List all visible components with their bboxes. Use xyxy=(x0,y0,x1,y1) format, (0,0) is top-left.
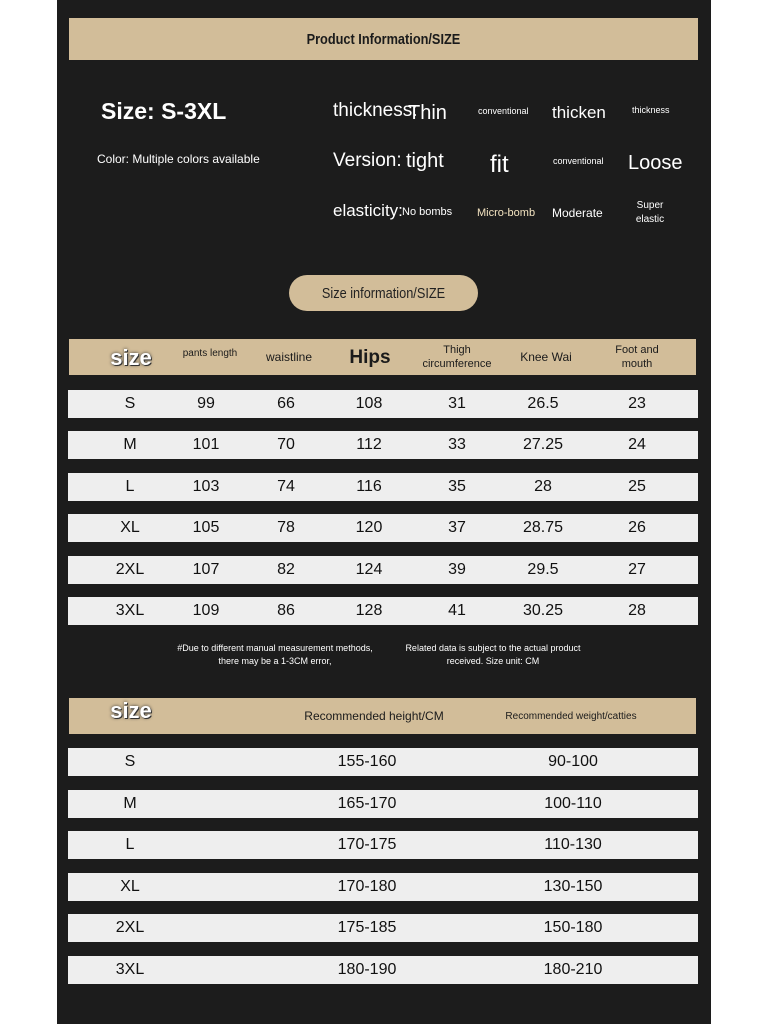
version-option-tight: tight xyxy=(406,150,444,172)
cell-hips: 108 xyxy=(355,395,383,412)
cell-size: L xyxy=(125,836,135,853)
cell-weight: 130-150 xyxy=(543,878,603,895)
cell-knee: 26.5 xyxy=(527,395,559,412)
cell-size: 2XL xyxy=(115,919,145,936)
cell-height: 170-175 xyxy=(337,836,397,853)
cell-size: XL xyxy=(120,878,140,895)
cell-hips: 116 xyxy=(356,478,382,495)
cell-foot-mouth: 25 xyxy=(628,478,646,495)
elasticity-label: elasticity: xyxy=(333,201,403,220)
cell-knee: 28.75 xyxy=(522,519,564,536)
thickness-option-thickness: thickness xyxy=(632,105,670,115)
cell-size: S xyxy=(124,753,136,770)
cell-size: 3XL xyxy=(115,602,145,619)
cell-thigh: 33 xyxy=(448,436,466,453)
cell-pants-length: 107 xyxy=(192,561,220,578)
cell-size: S xyxy=(124,395,136,412)
cell-waistline: 78 xyxy=(277,519,295,536)
measurement-note: #Due to different manual measurement methods, there may be a 1-3CM error, xyxy=(177,643,373,666)
table-row xyxy=(68,390,698,418)
header-size: size xyxy=(110,344,152,370)
cell-foot-mouth: 24 xyxy=(628,436,646,453)
elasticity-option-super-elastic: Super elastic xyxy=(635,200,665,225)
cell-knee: 29.5 xyxy=(527,561,559,578)
cell-thigh: 41 xyxy=(448,602,466,619)
cell-pants-length: 109 xyxy=(192,602,220,619)
size-info-pill xyxy=(289,275,478,311)
cell-weight: 90-100 xyxy=(548,753,598,770)
cell-size: XL xyxy=(120,519,140,536)
header-knee-wai: Knee Wai xyxy=(520,349,572,364)
elasticity-option-no-bombs: No bombs xyxy=(402,206,453,218)
cell-hips: 112 xyxy=(356,436,382,453)
table-row xyxy=(68,473,698,501)
cell-size: M xyxy=(123,436,137,453)
color-info: Color: Multiple colors available xyxy=(97,152,260,166)
table-row xyxy=(68,556,698,584)
cell-foot-mouth: 26 xyxy=(628,519,646,536)
cell-waistline: 70 xyxy=(277,436,295,453)
cell-waistline: 86 xyxy=(277,602,295,619)
version-option-loose: Loose xyxy=(628,152,683,174)
size-unit-note: Related data is subject to the actual product received. Size unit: CM xyxy=(405,643,581,666)
cell-hips: 124 xyxy=(355,561,383,578)
table-row xyxy=(68,748,698,776)
elasticity-option-micro-bomb: Micro-bomb xyxy=(477,207,536,219)
cell-weight: 100-110 xyxy=(544,795,602,812)
size-range: Size: S-3XL xyxy=(101,98,227,124)
cell-knee: 27.25 xyxy=(522,436,564,453)
cell-size: 2XL xyxy=(115,561,145,578)
cell-waistline: 82 xyxy=(277,561,295,578)
cell-hips: 120 xyxy=(355,519,383,536)
cell-knee: 28 xyxy=(534,478,552,495)
header-waistline: waistline xyxy=(265,349,313,364)
elasticity-option-moderate: Moderate xyxy=(552,206,603,220)
thickness-label: thickness: xyxy=(333,100,418,121)
cell-pants-length: 101 xyxy=(192,436,220,453)
cell-pants-length: 99 xyxy=(197,395,215,412)
cell-size: 3XL xyxy=(115,961,145,978)
table-row xyxy=(68,790,698,818)
thickness-option-thicken: thicken xyxy=(552,103,606,122)
header-title: Product Information/SIZE xyxy=(306,30,461,48)
cell-weight: 150-180 xyxy=(543,919,603,936)
size-table-header xyxy=(69,339,696,375)
product-info-header xyxy=(69,18,698,60)
cell-thigh: 39 xyxy=(448,561,466,578)
table-row xyxy=(68,956,698,984)
thickness-option-conventional: conventional xyxy=(478,106,529,116)
table-row xyxy=(68,597,698,625)
cell-thigh: 31 xyxy=(448,395,466,412)
thickness-option-thin: Thin xyxy=(408,102,447,124)
table-row xyxy=(68,873,698,901)
table-row xyxy=(68,431,698,459)
cell-weight: 180-210 xyxy=(543,961,603,978)
cell-weight: 110-130 xyxy=(544,836,602,853)
table-row xyxy=(68,831,698,859)
cell-size: L xyxy=(125,478,135,495)
header-recommended-weight: Recommended weight/catties xyxy=(505,710,637,722)
table-row xyxy=(68,514,698,542)
cell-height: 170-180 xyxy=(337,878,397,895)
version-option-fit: fit xyxy=(490,151,509,178)
size-info-title: Size information/SIZE xyxy=(321,284,446,302)
cell-height: 180-190 xyxy=(337,961,397,978)
cell-thigh: 35 xyxy=(448,478,466,495)
header-size: size xyxy=(110,697,152,723)
header-hips: Hips xyxy=(349,346,391,368)
cell-waistline: 74 xyxy=(277,478,295,495)
cell-pants-length: 105 xyxy=(192,519,220,536)
cell-knee: 30.25 xyxy=(522,602,564,619)
cell-thigh: 37 xyxy=(448,519,466,536)
cell-hips: 128 xyxy=(355,602,383,619)
cell-foot-mouth: 28 xyxy=(628,602,646,619)
header-recommended-height: Recommended height/CM xyxy=(304,708,444,723)
table-row xyxy=(68,914,698,942)
cell-foot-mouth: 23 xyxy=(628,395,646,412)
cell-waistline: 66 xyxy=(277,395,295,412)
cell-foot-mouth: 27 xyxy=(628,561,646,578)
header-pants-length: pants length xyxy=(182,347,238,359)
cell-pants-length: 103 xyxy=(192,478,220,495)
recommend-table-header xyxy=(69,698,696,734)
version-option-conventional: conventional xyxy=(553,156,604,166)
header-foot-and-mouth: Foot and mouth xyxy=(615,344,659,370)
cell-height: 155-160 xyxy=(337,753,397,770)
version-label: Version: xyxy=(333,150,402,171)
cell-size: M xyxy=(123,795,137,812)
cell-height: 165-170 xyxy=(337,795,397,812)
cell-height: 175-185 xyxy=(337,919,397,936)
header-thigh-circumference: Thigh circumference xyxy=(422,344,492,370)
